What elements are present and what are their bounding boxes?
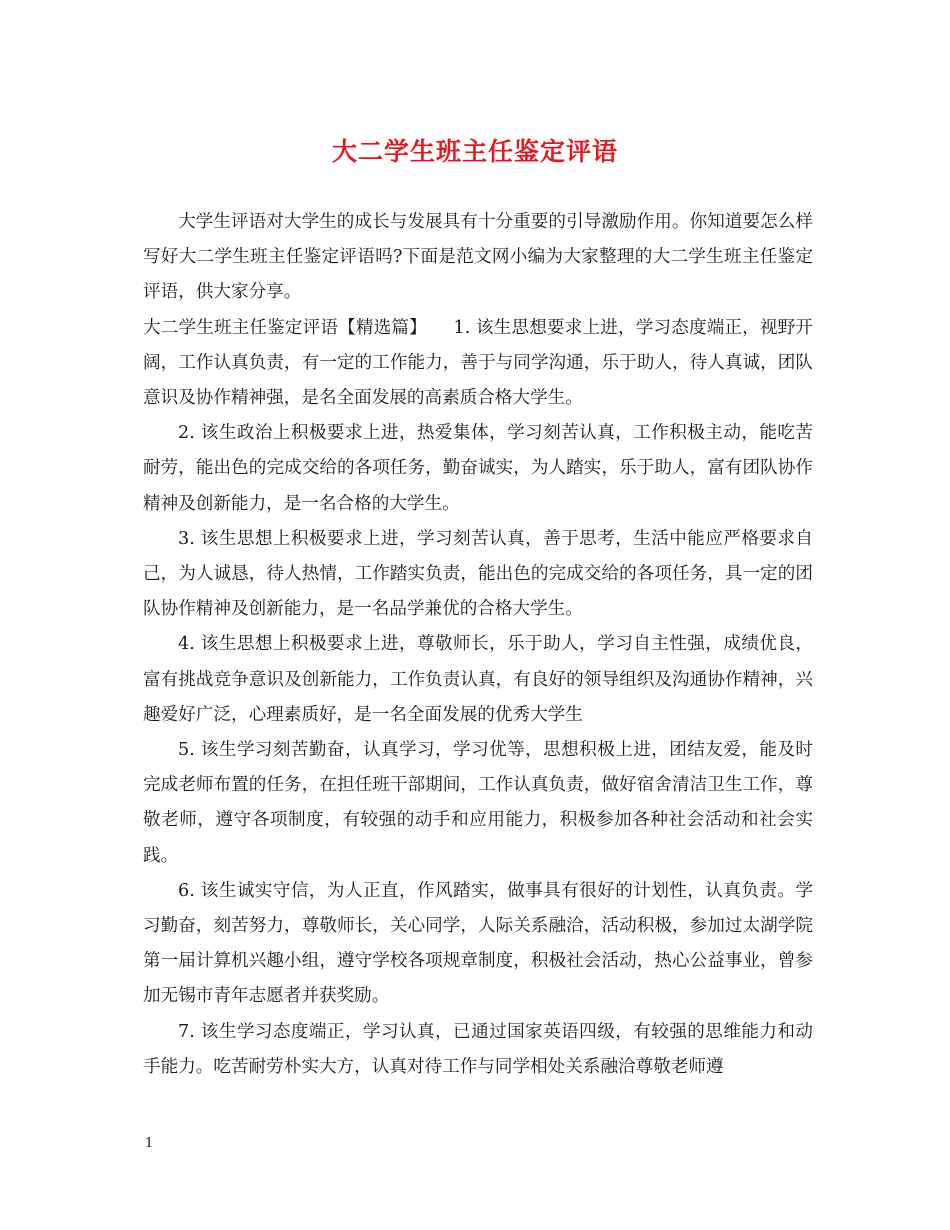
document-body — [143, 205, 813, 1085]
paragraph-5: 5. 该生学习刻苦勤奋，认真学习，学习优等，思想积极上进，团结友爱，能及时完成老师布置的任务，在担任班干部期间，工作认真负责，做好宿舍清洁卫生工作，尊敬老师，遵守各项制度，有较强的动手和应用能力，积极参加各种社会活动和社会实践。 — [143, 740, 813, 866]
paragraph-4: 4. 该生思想上积极要求上进，尊敬师长，乐于助人，学习自主性强，成绩优良，富有挑战竞争意识及创新能力，工作负责认真，有良好的领导组织及沟通协作精神，兴趣爱好广泛，心理素质好，是一名全面发展的优秀大学生 — [143, 634, 813, 725]
paragraph-2: 2. 该生政治上积极要求上进，热爱集体，学习刻苦认真，工作积极主动，能吃苦耐劳，能出色的完成交给的各项任务，勤奋诚实，为人踏实，乐于助人，富有团队协作精神及创新能力，是一名合格的大学生。 — [143, 423, 813, 514]
intro-paragraph: 大学生评语对大学生的成长与发展具有十分重要的引导激励作用。你知道要怎么样写好大二学生班主任鉴定评语吗?下面是范文网小编为大家整理的大二学生班主任鉴定评语，供大家分享。 — [143, 212, 813, 303]
paragraph-1: 大二学生班主任鉴定评语【精选篇】 1. 该生思想要求上进，学习态度端正，视野开阔，工作认真负责，有一定的工作能力，善于与同学沟通，乐于助人，待人真诚，团队意识及协作精神强，是名全面发展的高素质合格大学生。 — [143, 317, 813, 409]
document-title: 大二学生班主任鉴定评语 — [331, 137, 618, 166]
page-number: 1 — [145, 1136, 154, 1151]
paragraph-3: 3. 该生思想上积极要求上进，学习刻苦认真，善于思考，生活中能应严格要求自己，为人诚恳，待人热情，工作踏实负责，能出色的完成交给的各项任务，具一定的团队协作精神及创新能力，是一名品学兼优的合格大学生。 — [143, 528, 813, 620]
paragraph-6: 6. 该生诚实守信，为人正直，作风踏实，做事具有很好的计划性，认真负责。学习勤奋，刻苦努力，尊敬师长，关心同学，人际关系融洽，活动积极，参加过太湖学院 第一届计算机兴趣小组，遵守学校各项规章制度，积极社会活动，热心公益事业，曾参加无锡市青年志愿者并获奖励。 — [143, 880, 813, 1007]
paragraph-7: 7. 该生学习态度端正，学习认真，已通过国家英语四级，有较强的思维能力和动手能力。吃苦耐劳朴实大方，认真对待工作与同学相处关系融洽尊敬老师遵 — [143, 1021, 813, 1077]
